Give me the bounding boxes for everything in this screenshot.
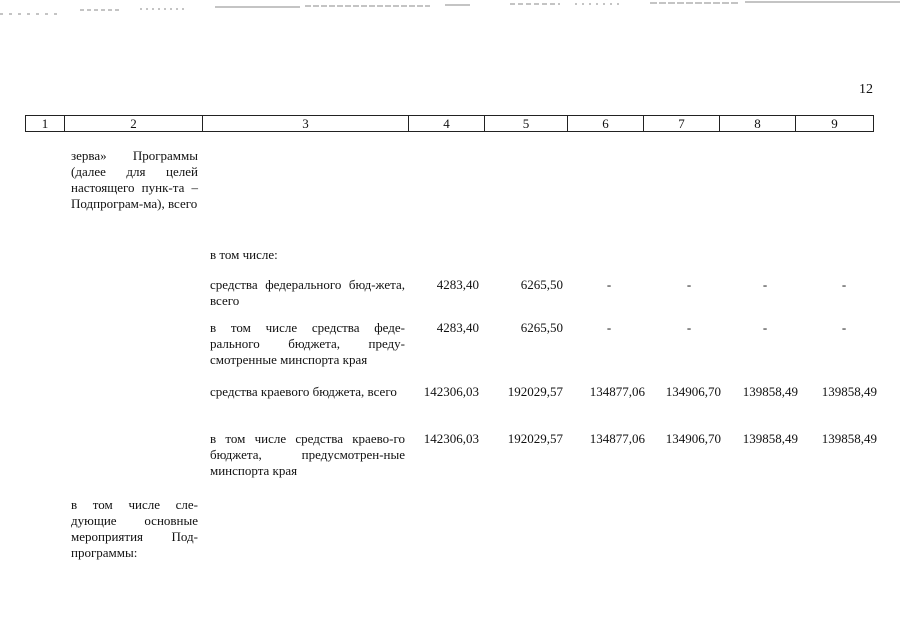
value-federal-total-col8: -: [762, 277, 768, 292]
value-federal-ministry-col7: -: [686, 320, 692, 335]
value-regional-ministry-col6: 134877,06: [589, 431, 645, 446]
row-label-federal-ministry: в том числе средства феде-рального бюджета, преду-смотренные минспорта края: [210, 320, 405, 367]
row-label-including: в том числе:: [210, 247, 278, 262]
header-cell-2: 2: [65, 116, 203, 132]
value-federal-ministry-col5: 6265,50: [520, 320, 563, 335]
value-regional-total-col6: 134877,06: [589, 384, 645, 399]
value-federal-total-col5: 6265,50: [520, 277, 563, 292]
header-cell-8: 8: [720, 116, 796, 132]
subprogram-title-continuation: зерва» Программы (далее для целей настоящего пунк-та – Подпрограм-ма), всего: [71, 148, 198, 211]
value-federal-ministry-col4: 4283,40: [436, 320, 479, 335]
page-number: 12: [859, 82, 873, 97]
scan-artifact-lines: [0, 0, 905, 20]
value-regional-ministry-col4: 142306,03: [423, 431, 479, 446]
value-regional-total-col5: 192029,57: [507, 384, 563, 399]
row-label-regional-total: средства краевого бюджета, всего: [210, 384, 397, 399]
header-cell-1: 1: [26, 116, 65, 132]
column-number-header: [25, 115, 874, 132]
header-cell-3: 3: [203, 116, 409, 132]
header-cell-6: 6: [568, 116, 644, 132]
value-regional-ministry-col7: 134906,70: [665, 431, 721, 446]
value-federal-ministry-col9: -: [841, 320, 847, 335]
header-cell-4: 4: [409, 116, 485, 132]
header-cell-7: 7: [644, 116, 720, 132]
value-federal-total-col4: 4283,40: [436, 277, 479, 292]
value-regional-ministry-col8: 139858,49: [742, 431, 798, 446]
value-regional-total-col8: 139858,49: [742, 384, 798, 399]
row-label-federal-total: средства федерального бюд-жета, всего: [210, 277, 405, 308]
value-federal-total-col9: -: [841, 277, 847, 292]
value-regional-ministry-col5: 192029,57: [507, 431, 563, 446]
header-cell-9: 9: [796, 116, 874, 132]
main-activities-heading: в том числе сле-дующие основные мероприятия Под-программы:: [71, 497, 198, 560]
row-label-regional-ministry: в том числе средства краево-го бюджета, предусмотрен-ные минспорта края: [210, 431, 405, 478]
header-cell-5: 5: [485, 116, 568, 132]
value-federal-ministry-col6: -: [606, 320, 612, 335]
value-regional-total-col4: 142306,03: [423, 384, 479, 399]
value-federal-total-col6: -: [606, 277, 612, 292]
value-federal-total-col7: -: [686, 277, 692, 292]
value-federal-ministry-col8: -: [762, 320, 768, 335]
value-regional-total-col7: 134906,70: [665, 384, 721, 399]
value-regional-total-col9: 139858,49: [821, 384, 877, 399]
value-regional-ministry-col9: 139858,49: [821, 431, 877, 446]
